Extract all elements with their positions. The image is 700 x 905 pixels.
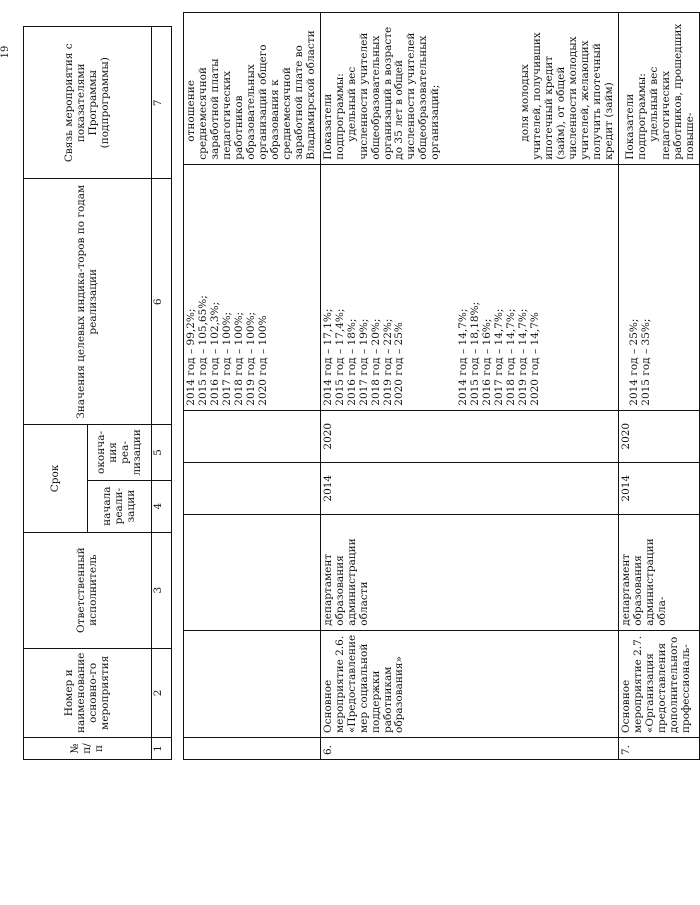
row-link	[320, 12, 618, 164]
value-line: 2016 год – 102,3%;	[208, 301, 221, 406]
value-line: 2014 год – 99,2%;	[185, 308, 197, 406]
value-line: 2015 год – 17,4%;	[333, 308, 346, 406]
row-link: отношение среднемесячной заработной платы педагогических работников образовательных организаций общего образования к среднемесячной заработной плате во Владимирской области	[184, 12, 321, 164]
column-number: 3	[152, 532, 172, 648]
row-link	[619, 12, 700, 164]
row-start: 2014	[619, 462, 700, 514]
value-line: 2018 год – 20%;	[369, 318, 382, 406]
header-col-name: Номер и наименование основно-го мероприятия	[24, 648, 152, 737]
value-line: 2019 год – 14,7%;	[517, 308, 530, 406]
column-number: 1	[152, 738, 172, 760]
value-line: 2016 год – 16%;	[481, 318, 494, 406]
value-line: 2015 год – 35%;	[640, 318, 653, 406]
row-end: 2020	[320, 410, 618, 462]
value-line: 2019 год – 100%;	[244, 311, 257, 406]
row-end	[184, 410, 321, 462]
value-line: 2020 год – 100%	[256, 315, 269, 406]
link-title: Показатели подпрограммы:	[624, 73, 649, 160]
table-row	[184, 12, 321, 759]
table-row	[320, 12, 618, 759]
header-col-executor: Ответственный исполнитель	[24, 532, 152, 648]
value-line: 2019 год – 22%;	[381, 318, 394, 406]
value-line: 2017 год – 19%;	[357, 318, 370, 406]
link-title: Показатели подпрограммы:	[321, 73, 346, 160]
row-num: 6.	[320, 738, 618, 760]
row-values	[320, 164, 618, 410]
row-name	[184, 630, 321, 737]
column-number: 6	[152, 179, 172, 425]
header-table	[23, 26, 172, 760]
row-end: 2020	[619, 410, 700, 462]
row-executor: департамент образования администрации области	[320, 514, 618, 630]
value-line: 2018 год – 100%;	[232, 311, 245, 406]
header-col-link: Связь мероприятия с показателями Программы (подпрограммы)	[24, 27, 152, 179]
value-line: 2014 год – 17,1%;	[321, 308, 334, 406]
header-col-start: начала реали-зации	[88, 480, 152, 532]
value-line: 2015 год – 18,18%;	[469, 301, 482, 406]
row-start	[184, 462, 321, 514]
value-line: 2020 год – 25%	[393, 322, 406, 406]
header-col-term: Срок	[24, 425, 88, 532]
column-number: 2	[152, 648, 172, 737]
row-start: 2014	[320, 462, 618, 514]
table-row	[619, 12, 700, 759]
page-number: 19	[0, 45, 11, 59]
value-line: 2015 год – 105,65%;	[196, 295, 209, 406]
value-line: 2020 год – 14,7%	[529, 312, 542, 406]
row-name: Основное мероприятие 2.6. «Предоставление мер социальной поддержки работникам образования»	[320, 630, 618, 737]
value-line: 2014 год – 25%;	[628, 318, 641, 406]
row-values	[619, 164, 700, 410]
column-number: 4	[152, 480, 172, 532]
link-text: доля молодых учителей, получивших ипотечный кредит (займ), от общей численности молодых учителей, желающих получить ипотечный кредит (займ)	[519, 32, 616, 160]
row-num	[184, 738, 321, 760]
column-number: 7	[152, 27, 172, 179]
value-line: 2018 год – 14,7%;	[505, 308, 518, 406]
row-num: 7.	[619, 738, 700, 760]
value-line: 2017 год – 100%;	[220, 311, 233, 406]
value-line: 2017 год – 14,7%;	[493, 308, 506, 406]
header-col-num: № п/п	[24, 738, 152, 760]
value-line: 2016 год – 18%;	[345, 318, 358, 406]
link-text: удельный вес численности учителей общеобразовательных организаций в возрасте до 35 лет в общей численности учителей общеобразовательных организаций;	[345, 26, 442, 160]
row-values	[184, 164, 321, 410]
header-col-end: оконча-ния реа-лизации	[88, 425, 152, 480]
row-executor: департамент образования администрации обла-	[619, 514, 700, 630]
column-number: 5	[152, 425, 172, 480]
header-col-values: Значения целевых индика-торов по годам реализации	[24, 179, 152, 425]
body-table	[183, 12, 700, 760]
value-line: 2014 год – 14,7%;	[457, 308, 470, 406]
row-name: Основное мероприятие 2.7. «Организация предоставления дополнительного профессиональ-	[619, 630, 700, 737]
link-text: удельный вес педагогических работников, прошедших повыше-	[648, 23, 696, 160]
row-executor	[184, 514, 321, 630]
